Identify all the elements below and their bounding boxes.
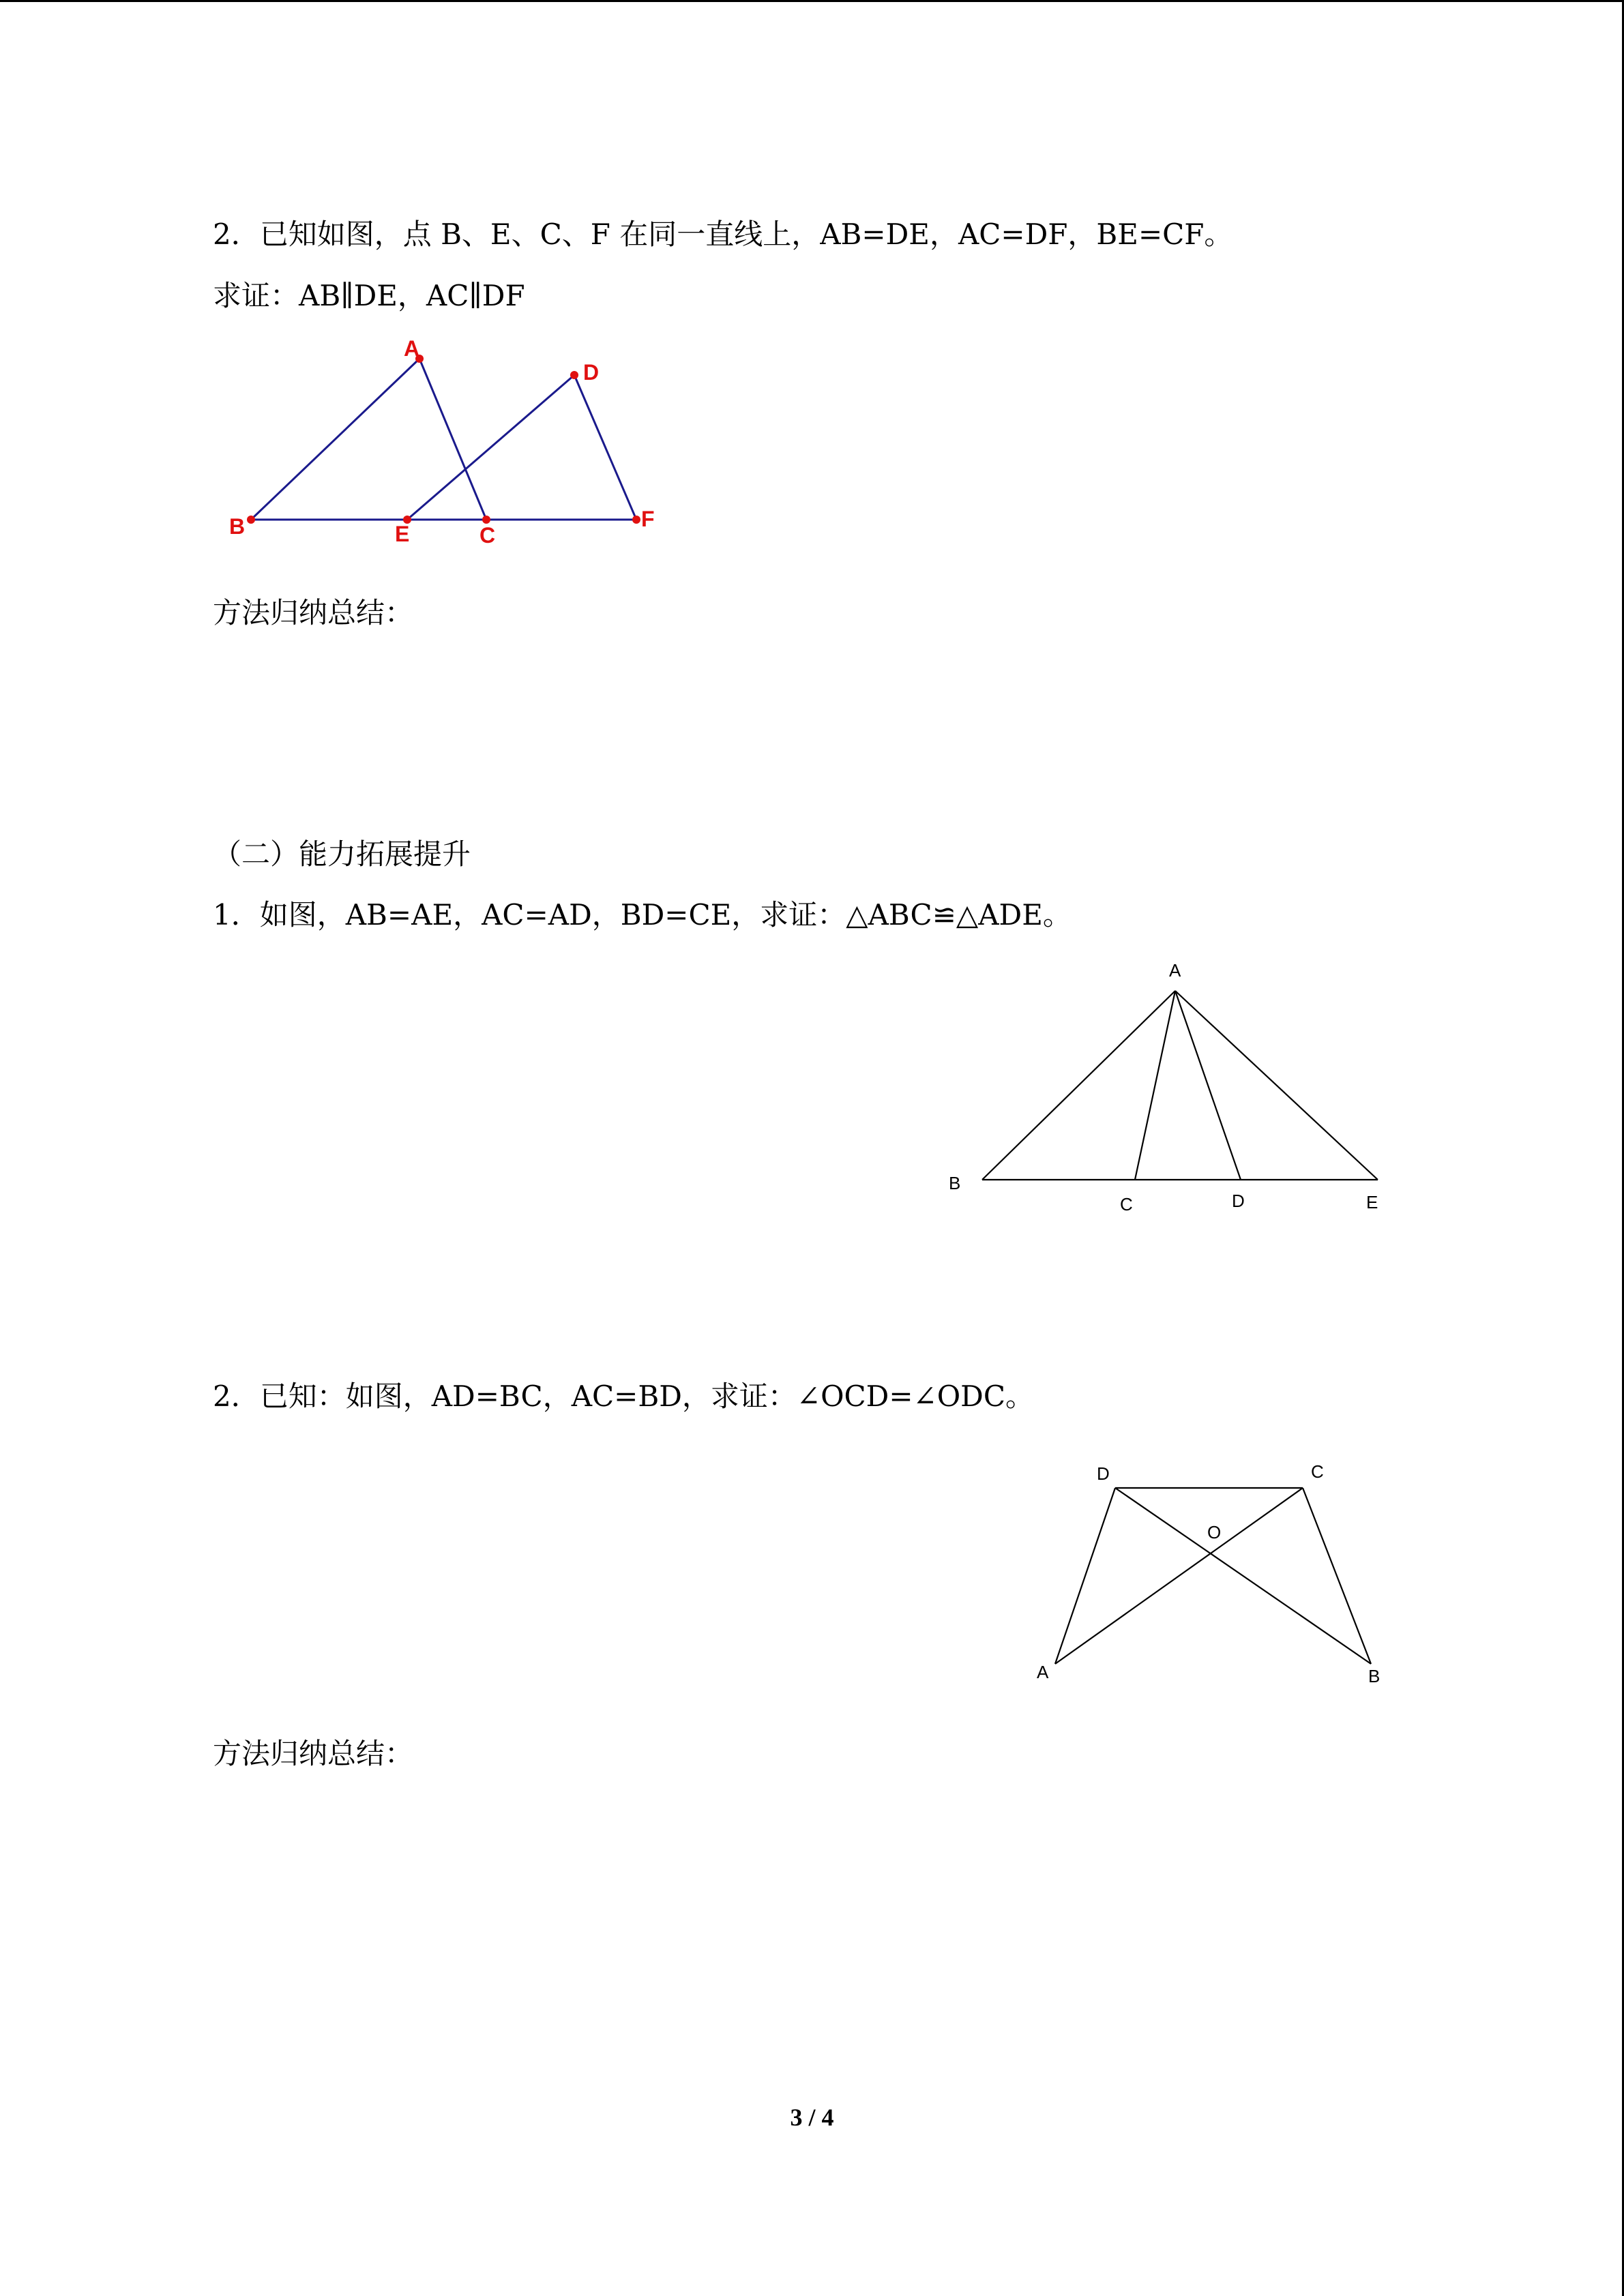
label-c: C xyxy=(1311,1461,1324,1482)
problem-2-statement: 2．已知如图，点 B、E、C、F 在同一直线上，AB=DE，AC=DF，BE=CF。 xyxy=(213,218,1233,251)
figure-triangle-abcde xyxy=(934,948,1398,1223)
label-a: A xyxy=(404,336,420,361)
segment-ac xyxy=(1135,991,1175,1180)
label-e: E xyxy=(395,522,410,546)
problem-2-prove: 求证：AB∥DE，AC∥DF xyxy=(213,279,525,312)
label-a: A xyxy=(1169,960,1181,981)
segment-ac xyxy=(419,359,486,520)
method-summary-2: 方法归纳总结： xyxy=(213,1737,414,1770)
label-o: O xyxy=(1207,1522,1222,1542)
label-d: D xyxy=(583,360,600,385)
label-c: C xyxy=(479,523,496,548)
segment-ae xyxy=(1175,991,1378,1180)
label-d: D xyxy=(1232,1191,1245,1211)
segment-ab xyxy=(982,991,1175,1180)
extension-problem-2-statement: 2．已知：如图，AD=BC，AC=BD，求证：∠OCD=∠ODC。 xyxy=(213,1380,1034,1413)
extension-problem-1-statement: 1．如图，AB=AE，AC=AD，BD=CE，求证：△ABC≌△ADE。 xyxy=(213,898,1072,931)
label-a: A xyxy=(1037,1662,1049,1682)
page-number: 3 / 4 xyxy=(790,2104,834,2131)
segment-cb xyxy=(1303,1488,1371,1664)
figure-triangles-abc-def xyxy=(205,334,682,562)
point-d xyxy=(570,371,578,379)
figure-quadrilateral-abcd xyxy=(1023,1452,1405,1694)
label-e: E xyxy=(1366,1192,1378,1212)
method-summary-1: 方法归纳总结： xyxy=(213,596,414,629)
page-border-top xyxy=(0,0,1624,2)
label-f: F xyxy=(641,507,655,531)
segment-ed xyxy=(407,375,574,520)
segment-ad xyxy=(1175,991,1241,1180)
label-b: B xyxy=(949,1173,961,1193)
label-d: D xyxy=(1097,1463,1110,1484)
label-b: B xyxy=(1368,1666,1381,1686)
label-c: C xyxy=(1120,1194,1133,1214)
point-b xyxy=(247,516,255,524)
label-b: B xyxy=(229,514,246,539)
segment-ac xyxy=(1055,1488,1303,1664)
segment-ba xyxy=(251,359,419,520)
segment-bd xyxy=(1115,1488,1371,1664)
segment-da xyxy=(1055,1488,1115,1664)
section-heading: （二）能力拓展提升 xyxy=(213,837,471,871)
segment-df xyxy=(574,375,636,520)
point-f xyxy=(632,516,640,524)
